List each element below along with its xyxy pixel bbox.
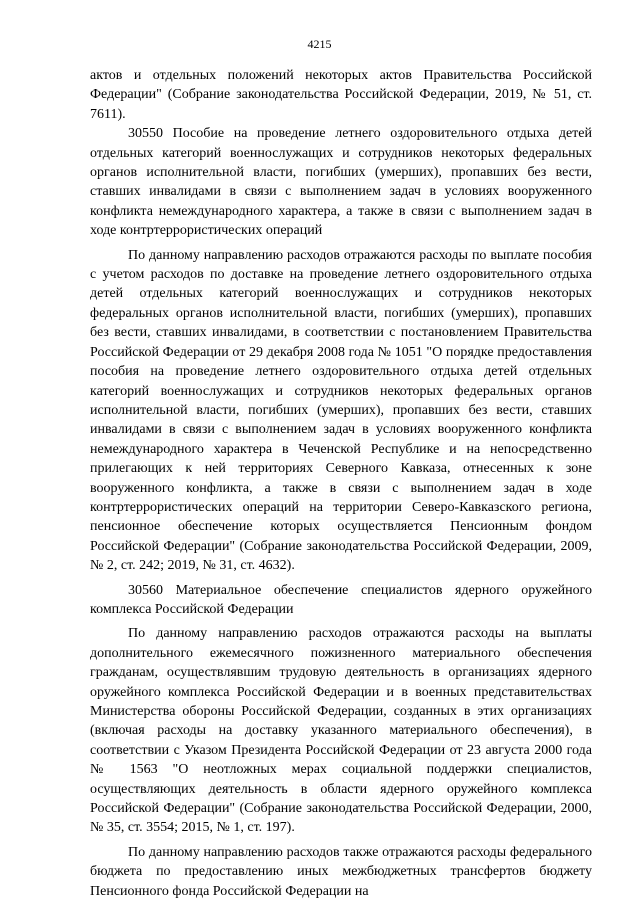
paragraph-30550-description: По данному направлению расходов отражаются расходы по выплате пособия с учетом расходов по доставке на проведение летнего оздоровительного отдыха детей отдельных категорий военнослужащих и сотрудников некоторых федеральных органов исполнительной власти, погибших (умерших), пропавших без вести, ставших инвалидами, в соответствии с постановлением Правительства Российской Федерации от 29 декабря 2008 года № 1051 "О порядке предоставления пособия на проведение летнего оздоровительного отдыха детей отдельных категорий военнослужащих и сотрудников некоторых федеральных органов исполнительной власти, погибших (умерших), пропавших без вести, ставших инвалидами в связи с выполнением задач в условиях вооруженного конфликта немеждународного характера в Чеченской Республике и на непосредственно прилегающих к ней территориях Северного Кавказа, отнесенных к зоне вооруженного конфликта, а также в связи с выполнением задач в ходе контртеррористических операций на территории Северо-Кавказского региона, пенсионное обеспечение которых осуществляется Пенсионным фондом Российской Федерации" (Собрание законодательства Российской Федерации, 2009, № 2, ст. 242; 2019, № 31, ст. 4632).: [90, 247, 592, 574]
page-number: 4215: [307, 37, 332, 51]
section-heading-30560: 30560 Материальное обеспечение специалистов ядерного оружейного комплекса Российской Федерации: [90, 582, 592, 617]
paragraph-30560-description: По данному направлению расходов отражаются расходы на выплаты дополнительного ежемесячного пожизненного материального обеспечения гражданам, осуществлявшим трудовую деятельность в организациях ядерного оружейного комплекса Российской Федерации и в военных представительствах Министерства обороны Российской Федерации, созданных в этих организациях (включая расходы на доставку указанного материального обеспечения), в соответствии с Указом Президента Российской Федерации от 23 августа 2000 года № 1563 "О неотложных мерах социальной поддержки специалистов, осуществляющих деятельность в области ядерного оружейного комплекса Российской Федерации" (Собрание законодательства Российской Федерации, 2000, № 35, ст. 3554; 2015, № 1, ст. 197).: [90, 626, 592, 836]
paragraph-continuation: актов и отдельных положений некоторых актов Правительства Российской Федерации" (Собрание законодательства Российской Федерации, 2019, № 51, ст. 7611).: [90, 68, 592, 122]
document-body: [90, 66, 592, 901]
section-heading-30550: 30550 Пособие на проведение летнего оздоровительного отдыха детей отдельных категорий военнослужащих и сотрудников некоторых федеральных органов исполнительной власти, погибших (умерших), пропавших без вести, ставших инвалидами в связи с выполнением задач в условиях вооруженного конфликта немеждународного характера, а также в связи с выполнением задач в ходе контртеррористических операций: [90, 126, 592, 239]
paragraph-30560-transfers: По данному направлению расходов также отражаются расходы федерального бюджета по предоставлению иных межбюджетных трансфертов бюджету Пенсионного фонда Российской Федерации на: [90, 844, 592, 899]
